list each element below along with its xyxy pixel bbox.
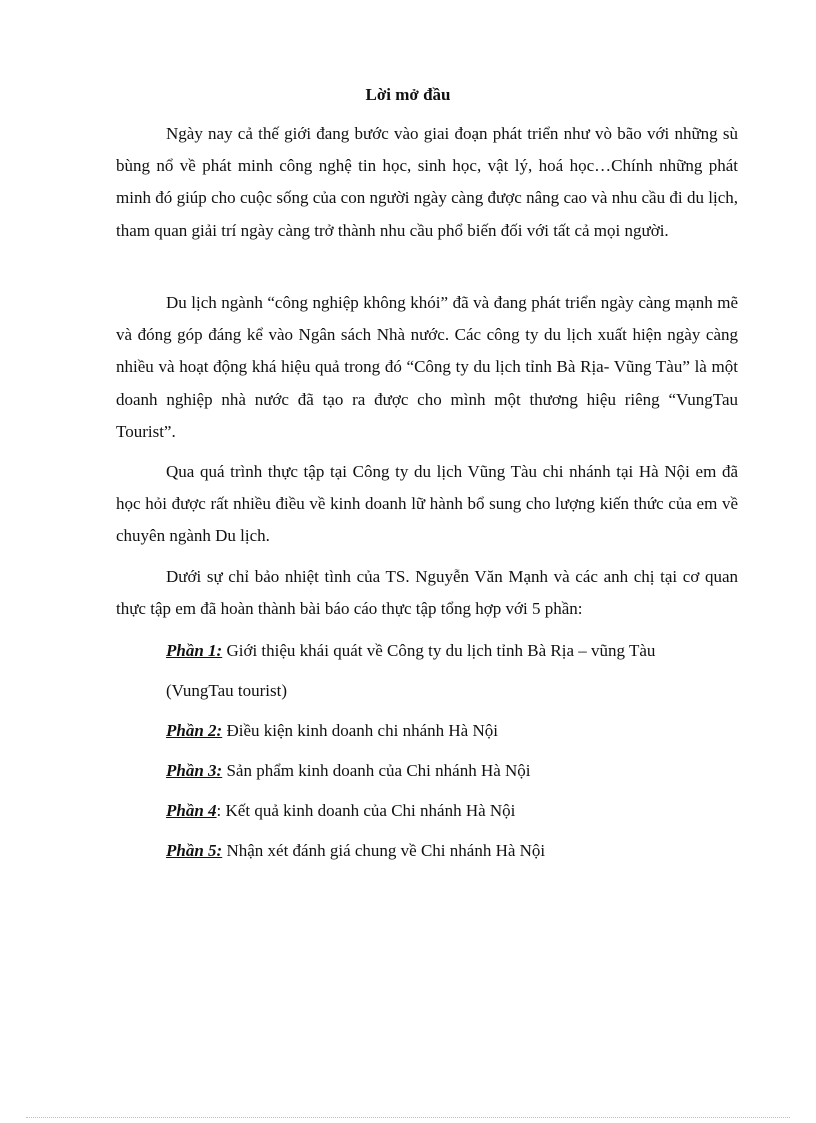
part-text-1: Giới thiệu khái quát về Công ty du lịch tỉnh Bà Rịa – vũng Tàu bbox=[222, 641, 656, 660]
part-text-2: Điều kiện kinh doanh chi nhánh Hà Nội bbox=[222, 721, 498, 740]
part-item-3 bbox=[166, 760, 746, 782]
document-title: Lời mở đầu bbox=[365, 85, 451, 104]
part-text-5: Nhận xét đánh giá chung về Chi nhánh Hà Nội bbox=[222, 841, 546, 860]
part-label-3: Phần 3: bbox=[166, 761, 223, 780]
part-item-4 bbox=[166, 800, 746, 822]
part-item-2 bbox=[166, 720, 746, 742]
page-bottom-edge bbox=[26, 1117, 790, 1118]
intro-paragraph-4: Dưới sự chỉ bảo nhiệt tình của TS. Nguyễn Văn Mạnh và các anh chị tại cơ quan thực tập em đã hoàn thành bài báo cáo thực tập tổng hợp với 5 phần: bbox=[116, 567, 738, 619]
part-label-4: Phần 4 bbox=[166, 801, 217, 820]
part-label-1: Phần 1: bbox=[166, 641, 223, 660]
intro-paragraph-2: Du lịch ngành “công nghiệp không khói” đã và đang phát triển ngày càng mạnh mẽ và đóng góp đáng kể vào Ngân sách Nhà nước. Các công ty du lịch xuất hiện ngày càng nhiều và hoạt động khá hiệu quả trong đó “Công ty du lịch tỉnh Bà Rịa- Vũng Tàu” là một doanh nghiệp nhà nước đã tạo ra được cho mình một thương hiệu riêng “VungTau Tourist”. bbox=[116, 293, 738, 441]
part-text-1-continued: (VungTau tourist) bbox=[166, 681, 288, 700]
intro-paragraph-3: Qua quá trình thực tập tại Công ty du lịch Vũng Tàu chi nhánh tại Hà Nội em đã học hỏi được rất nhiều điều về kinh doanh lữ hành bổ sung cho lượng kiến thức của em về chuyên ngành Du lịch. bbox=[116, 462, 738, 546]
part-item-1 bbox=[166, 640, 746, 662]
part-item-1-continued bbox=[166, 680, 746, 702]
part-label-5: Phần 5: bbox=[166, 841, 223, 860]
intro-paragraph-1: Ngày nay cả thế giới đang bước vào giai đoạn phát triển như vò bão với những sù bùng nổ về phát minh công nghệ tin học, sinh học, vật lý, hoá học…Chính những phát minh đó giúp cho cuộc sống của con người ngày càng được nâng cao và nhu cầu đi du lịch, tham quan giải trí ngày càng trở thành nhu cầu phổ biến đối với tất cả mọi người. bbox=[116, 124, 738, 240]
part-label-2: Phần 2: bbox=[166, 721, 223, 740]
part-text-4: : Kết quả kinh doanh của Chi nhánh Hà Nội bbox=[216, 801, 516, 820]
part-text-3: Sản phẩm kinh doanh của Chi nhánh Hà Nội bbox=[222, 761, 531, 780]
part-item-5 bbox=[166, 840, 746, 862]
